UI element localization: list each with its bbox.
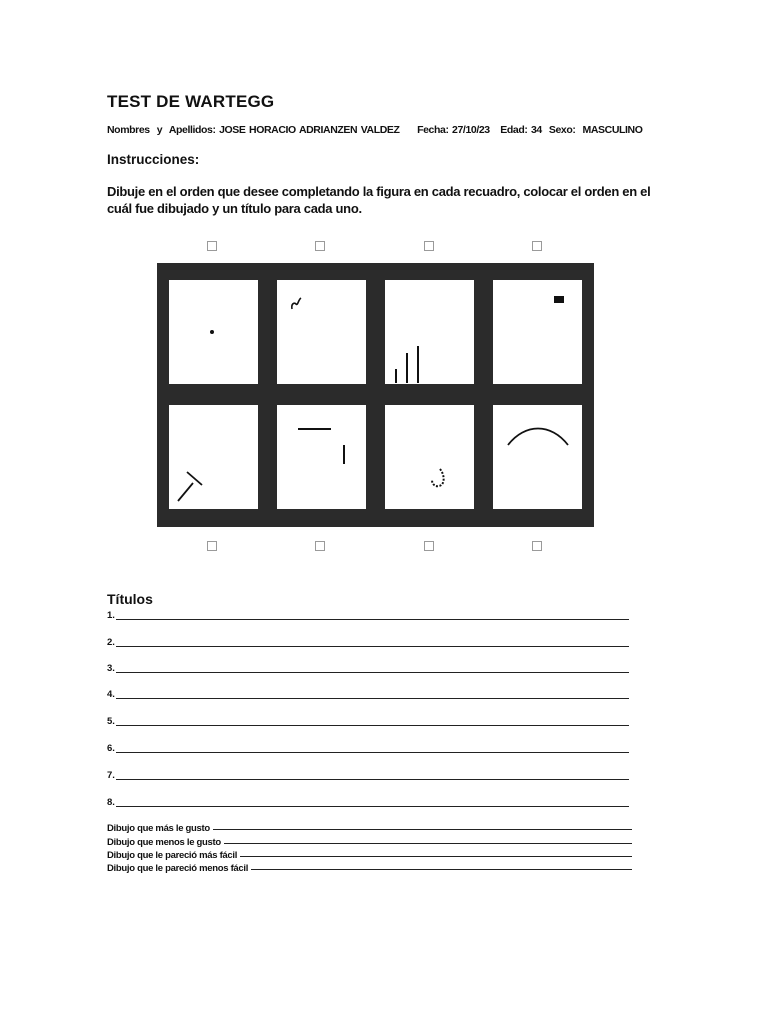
title-number: 4. [107,689,115,700]
write-line [116,779,629,780]
wartegg-frame [157,263,594,527]
title-number: 2. [107,637,115,648]
title-line-5[interactable] [107,713,629,727]
answer-line [224,843,632,844]
square-stimulus [493,280,582,384]
order-checkbox-7[interactable] [424,541,434,551]
title-line-7[interactable] [107,767,629,781]
order-checkbox-3[interactable] [424,241,434,251]
drawing-box-8[interactable] [493,405,582,509]
question-label: Dibujo que le pareció menos fácil [107,863,249,874]
title-number: 7. [107,770,115,781]
title-number: 3. [107,663,115,674]
write-line [116,672,629,673]
question-label: Dibujo que más le gusto [107,823,210,834]
answer-line [251,869,632,870]
order-checkbox-5[interactable] [207,541,217,551]
order-checkbox-8[interactable] [532,541,542,551]
title-number: 5. [107,716,115,727]
dot-stimulus [169,280,258,384]
title-line-2[interactable] [107,634,629,648]
title-number: 1. [107,610,115,621]
write-line [116,698,629,699]
curve-stimulus [493,405,582,509]
drawing-box-7[interactable] [385,405,474,509]
write-line [116,725,629,726]
drawing-box-5[interactable] [169,405,258,509]
question-favorite[interactable] [107,822,632,834]
order-checkbox-6[interactable] [315,541,325,551]
title-line-8[interactable] [107,794,629,808]
question-hardest[interactable] [107,862,632,874]
question-label: Dibujo que le pareció más fácil [107,850,238,861]
dotted-arc-stimulus [385,405,474,509]
titles-heading: Títulos [107,591,153,607]
personal-info: Nombres y Apellidos: JOSE HORACIO ADRIANZEN VALDEZ Fecha: 27/10/23 Edad: 34 Sexo: MASCULINO [107,124,643,136]
drawing-box-3[interactable] [385,280,474,384]
write-line [116,806,629,807]
lines-stimulus [277,405,366,509]
instructions-text: Dibuje en el orden que desee completando la figura en cada recuadro, colocar el orden en el cuál fue dibujado y un título para cada uno. [107,184,651,216]
bars-stimulus [385,280,474,384]
angle-stimulus [169,405,258,509]
write-line [116,752,629,753]
title-line-1[interactable] [107,607,629,621]
order-checkbox-4[interactable] [532,241,542,251]
title-number: 6. [107,743,115,754]
write-line [116,619,629,620]
question-easiest[interactable] [107,849,632,861]
title-line-4[interactable] [107,686,629,700]
answer-line [240,856,632,857]
wave-stimulus [277,280,366,384]
instructions-heading: Instrucciones: [107,152,200,167]
drawing-box-2[interactable] [277,280,366,384]
write-line [116,646,629,647]
drawing-box-6[interactable] [277,405,366,509]
question-least-favorite[interactable] [107,836,632,848]
drawing-box-1[interactable] [169,280,258,384]
question-label: Dibujo que menos le gusto [107,837,221,848]
order-checkbox-2[interactable] [315,241,325,251]
page-title: TEST DE WARTEGG [107,92,275,111]
answer-line [213,829,632,830]
title-line-3[interactable] [107,660,629,674]
order-checkbox-1[interactable] [207,241,217,251]
title-number: 8. [107,797,115,808]
title-line-6[interactable] [107,740,629,754]
drawing-box-4[interactable] [493,280,582,384]
